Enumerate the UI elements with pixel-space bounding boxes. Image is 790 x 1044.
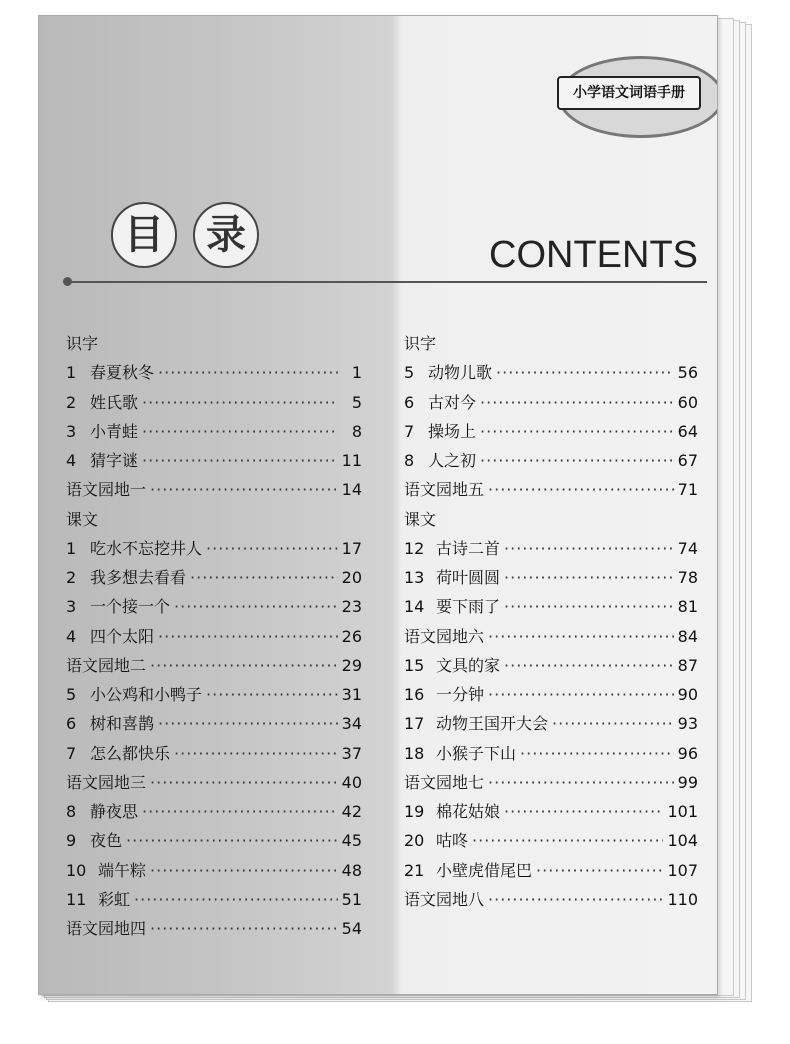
toc-entry-title: 文具的家 [436, 655, 501, 675]
toc-entry [404, 885, 698, 914]
toc-entry-number: 2 [66, 568, 77, 587]
dot-leader [472, 826, 663, 855]
toc-entry-number: 3 [66, 421, 77, 441]
toc-entry-page-number: 78 [677, 568, 698, 587]
toc-entry-number: 19 [404, 802, 425, 821]
toc-entry [66, 709, 362, 738]
toc-section-heading: 识字 [66, 334, 99, 353]
toc-entry-title: 一分钟 [436, 685, 485, 704]
dot-leader [480, 388, 674, 417]
toc-entry-title: 语文园地八 [404, 889, 485, 909]
toc-entry [66, 388, 362, 417]
toc-entry-page-number: 90 [677, 685, 698, 704]
toc-entry [404, 651, 698, 680]
toc-entry-title: 语文园地二 [66, 655, 147, 675]
toc-entry-page-number: 5 [351, 392, 362, 412]
dot-leader [488, 885, 663, 914]
title-char-lu: 录 [193, 202, 259, 268]
dot-leader [142, 446, 338, 475]
toc-entry-page-number: 8 [351, 421, 362, 441]
toc-entry [66, 914, 362, 943]
dot-leader [480, 417, 674, 446]
toc-entry-number: 9 [66, 831, 77, 851]
toc-entry-title: 要下雨了 [436, 597, 501, 617]
toc-entry-title: 动物王国开大会 [436, 714, 549, 734]
toc-entry [404, 680, 698, 709]
toc-entry-title: 荷叶圆圆 [436, 568, 501, 587]
toc-entry [66, 856, 362, 885]
dot-leader [552, 709, 674, 738]
dot-leader [158, 709, 338, 738]
toc-entry [66, 797, 362, 826]
toc-entry-title: 怎么都快乐 [90, 743, 171, 763]
dot-leader [142, 417, 338, 446]
toc-entry-title: 姓氏歌 [90, 392, 139, 412]
toc-section-heading: 课文 [66, 509, 99, 529]
toc-entry-number: 7 [66, 743, 77, 763]
toc-entry [404, 446, 698, 475]
toc-entry [66, 885, 362, 914]
toc-entry-number: 20 [404, 831, 425, 851]
toc-entry-title: 彩虹 [98, 889, 131, 909]
toc-entry-number: 1 [66, 363, 77, 383]
dot-leader [504, 592, 674, 621]
toc-entry-page-number: 93 [677, 714, 698, 734]
toc-entry-title: 语文园地四 [66, 919, 147, 938]
toc-entry [404, 417, 698, 446]
toc-entry-number: 4 [66, 626, 77, 646]
toc-entry-page-number: 34 [341, 714, 362, 734]
toc-entry-page-number: 71 [677, 480, 698, 500]
dot-leader [150, 768, 338, 797]
dot-leader [158, 358, 338, 387]
toc-entry-number: 13 [404, 568, 425, 587]
dot-leader [174, 592, 338, 621]
toc-entry [66, 563, 362, 592]
toc-entry-number: 17 [404, 714, 425, 734]
toc-entry-page-number: 31 [341, 685, 362, 704]
toc-left-column [66, 329, 362, 943]
toc-entry-number: 18 [404, 743, 425, 763]
toc-entry-title: 人之初 [428, 451, 477, 470]
toc-entry [404, 563, 698, 592]
toc-entry-page-number: 60 [677, 392, 698, 412]
toc-entry-number: 12 [404, 538, 425, 558]
toc-entry-title: 语文园地六 [404, 626, 485, 646]
toc-entry-number: 16 [404, 685, 425, 704]
toc-entry-page-number: 56 [677, 363, 698, 383]
toc-entry-title: 小公鸡和小鸭子 [90, 685, 203, 704]
toc-entry [404, 475, 698, 504]
toc-entry-page-number: 14 [341, 480, 362, 500]
toc-entry-title: 树和喜鹊 [90, 714, 155, 734]
dot-leader [488, 680, 674, 709]
toc-entry-page-number: 107 [667, 860, 698, 880]
book-series-badge: 小学语文词语手册 [557, 76, 701, 110]
toc-entry-title: 动物儿歌 [428, 363, 493, 383]
toc-entry [404, 856, 698, 885]
toc-entry-page-number: 29 [341, 655, 362, 675]
toc-entry [66, 768, 362, 797]
toc-entry-title: 静夜思 [90, 802, 139, 821]
toc-entry-number: 6 [404, 392, 415, 412]
dot-leader [504, 534, 674, 563]
dot-leader [150, 651, 338, 680]
toc-entry-title: 四个太阳 [90, 626, 155, 646]
toc-entry [404, 797, 698, 826]
toc-entry-page-number: 99 [677, 772, 698, 792]
toc-entry [66, 680, 362, 709]
toc-entry-title: 我多想去看看 [90, 568, 187, 587]
toc-entry-page-number: 81 [677, 597, 698, 617]
toc-entry-number: 5 [66, 685, 77, 704]
toc-entry-page-number: 20 [341, 568, 362, 587]
toc-right-column [404, 329, 698, 914]
toc-entry [404, 622, 698, 651]
toc-entry-page-number: 64 [677, 421, 698, 441]
toc-entry-page-number: 51 [341, 889, 362, 909]
toc-entry-number: 14 [404, 597, 425, 617]
toc-entry [66, 417, 362, 446]
dot-leader [150, 914, 338, 943]
toc-entry-page-number: 74 [677, 538, 698, 558]
dot-leader [488, 622, 674, 651]
toc-entry-number: 1 [66, 538, 77, 558]
toc-entry-title: 语文园地七 [404, 772, 485, 792]
dot-leader [496, 358, 674, 387]
dot-leader [536, 856, 663, 885]
toc-entry [404, 592, 698, 621]
toc-entry [66, 534, 362, 563]
toc-entry-title: 小壁虎借尾巴 [436, 860, 533, 880]
toc-entry-number: 11 [66, 889, 87, 909]
dot-leader [206, 680, 338, 709]
toc-entry [66, 358, 362, 387]
toc-entry-page-number: 40 [341, 772, 362, 792]
toc-entry-page-number: 23 [341, 597, 362, 617]
toc-entry-title: 春夏秋冬 [90, 363, 155, 383]
toc-entry-page-number: 1 [351, 363, 362, 383]
toc-entry-title: 语文园地一 [66, 480, 147, 500]
dot-leader [174, 739, 338, 768]
toc-entry-page-number: 42 [341, 802, 362, 821]
toc-entry-number: 10 [66, 860, 87, 880]
dot-leader [126, 826, 338, 855]
toc-entry [404, 826, 698, 855]
toc-entry-page-number: 104 [667, 831, 698, 851]
toc-entry-page-number: 45 [341, 831, 362, 851]
toc-entry-page-number: 87 [677, 655, 698, 675]
dot-leader [488, 475, 674, 504]
toc-entry [66, 446, 362, 475]
dot-leader [206, 534, 338, 563]
toc-entry [404, 388, 698, 417]
toc-entry-number: 6 [66, 714, 77, 734]
toc-entry-title: 语文园地五 [404, 480, 485, 500]
toc-entry-page-number: 48 [341, 860, 362, 880]
dot-leader [150, 475, 338, 504]
toc-entry-title: 小猴子下山 [436, 743, 517, 763]
toc-entry-page-number: 17 [341, 538, 362, 558]
toc-entry-number: 3 [66, 597, 77, 617]
toc-entry-title: 猜字谜 [90, 451, 139, 470]
toc-entry-number: 15 [404, 655, 425, 675]
toc-entry-title: 古对今 [428, 392, 477, 412]
toc-entry-number: 4 [66, 451, 77, 470]
toc-entry-number: 2 [66, 392, 77, 412]
toc-entry-title: 吃水不忘挖井人 [90, 538, 203, 558]
contents-heading: CONTENTS [489, 234, 698, 276]
title-char-mu: 目 [111, 202, 177, 268]
toc-entry [404, 768, 698, 797]
toc-entry-page-number: 26 [341, 626, 362, 646]
toc-entry-title: 棉花姑娘 [436, 802, 501, 821]
toc-entry-number: 8 [404, 451, 415, 470]
toc-entry-page-number: 54 [341, 919, 362, 938]
dot-leader [504, 563, 674, 592]
toc-section-heading: 课文 [404, 509, 437, 529]
book-page [38, 15, 718, 995]
toc-entry [404, 534, 698, 563]
dot-leader [488, 768, 674, 797]
toc-entry-page-number: 96 [677, 743, 698, 763]
toc-entry-title: 语文园地三 [66, 772, 147, 792]
dot-leader [134, 885, 338, 914]
toc-entry [66, 826, 362, 855]
dot-leader [520, 739, 674, 768]
toc-entry-title: 操场上 [428, 421, 477, 441]
toc-entry-page-number: 84 [677, 626, 698, 646]
toc-entry-title: 古诗二首 [436, 538, 501, 558]
toc-entry-page-number: 110 [667, 889, 698, 909]
toc-entry [404, 709, 698, 738]
dot-leader [158, 622, 338, 651]
toc-entry-number: 7 [404, 421, 415, 441]
toc-entry-number: 8 [66, 802, 77, 821]
toc-entry [404, 739, 698, 768]
toc-entry-page-number: 11 [341, 451, 362, 470]
toc-entry-page-number: 101 [667, 802, 698, 821]
dot-leader [142, 388, 338, 417]
toc-entry-number: 21 [404, 860, 425, 880]
toc-entry-title: 一个接一个 [90, 597, 171, 617]
dot-leader [504, 797, 663, 826]
toc-entry [66, 475, 362, 504]
dot-leader [150, 856, 338, 885]
toc-entry [66, 592, 362, 621]
dot-leader [504, 651, 674, 680]
toc-entry-page-number: 37 [341, 743, 362, 763]
toc-entry [66, 651, 362, 680]
toc-entry-number: 5 [404, 363, 415, 383]
toc-entry [404, 358, 698, 387]
toc-entry-title: 小青蛙 [90, 421, 139, 441]
toc-section-heading: 识字 [404, 334, 437, 353]
toc-entry-title: 咕咚 [436, 831, 469, 851]
toc-entry-page-number: 67 [677, 451, 698, 470]
toc-entry-title: 夜色 [90, 831, 123, 851]
toc-entry [66, 622, 362, 651]
dot-leader [142, 797, 338, 826]
header-rule [67, 281, 707, 283]
dot-leader [480, 446, 674, 475]
dot-leader [190, 563, 338, 592]
toc-entry [66, 739, 362, 768]
toc-entry-title: 端午粽 [98, 860, 147, 880]
